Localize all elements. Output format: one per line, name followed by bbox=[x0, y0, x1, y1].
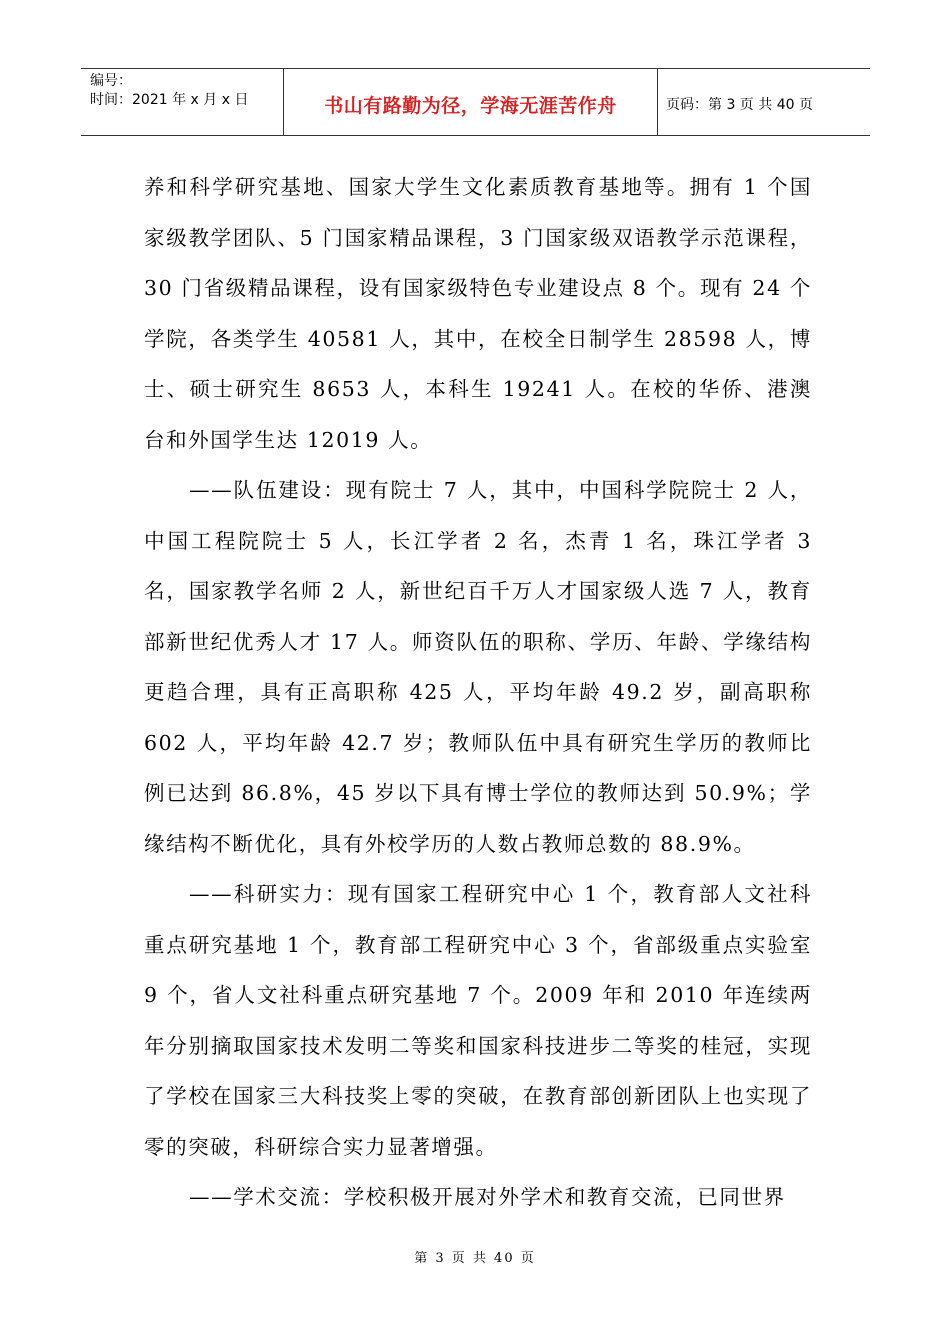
body-paragraph: 养和科学研究基地、国家大学生文化素质教育基地等。拥有 1 个国家级教学团队、5 门国家精品课程，3 门国家级双语教学示范课程，30 门省级精品课程，设有国家级特色专业建设点 8 个。现有 24 个学院，各类学生 40581 人，其中，在校全日制学生 28598 人，博士、硕士研究生 8653 人，本科生 19241 人。在校的华侨、港澳台和外国学生达 12019 人。 bbox=[144, 175, 812, 452]
document-number-label: 编号： bbox=[90, 73, 132, 89]
document-date-label: 时间：2021 年 x 月 x 日 bbox=[90, 92, 249, 108]
body-paragraph: ——队伍建设：现有院士 7 人，其中，中国科学院院士 2 人，中国工程院院士 5 人，长江学者 2 名，杰青 1 名，珠江学者 3 名，国家教学名师 2 人，新世纪百千万人才国家级人选 7 人，教育部新世纪优秀人才 17 人。师资队伍的职称、学历、年龄、学缘结构更趋合理，具有正高职称 425 人，平均年龄 49.2 岁，副高职称 602 人，平均年龄 42.7 岁；教师队伍中具有研究生学历的教师比例已达到 86.8%，45 岁以下具有博士学位的教师达到 50.9%；学缘结构不断优化，具有外校学历的人数占教师总数的 88.9%。 bbox=[144, 478, 812, 856]
body-paragraph: ——科研实力：现有国家工程研究中心 1 个，教育部人文社科重点研究基地 1 个，教育部工程研究中心 3 个，省部级重点实验室 9 个，省人文社科重点研究基地 7 个。2009 年和 2010 年连续两年分别摘取国家技术发明二等奖和国家科技进步二等奖的桂冠，实现了学校在国家三大科技奖上零的突破，在教育部创新团队上也实现了零的突破，科研综合实力显著增强。 bbox=[144, 882, 812, 1159]
body-paragraph: ——学术交流：学校积极开展对外学术和教育交流，已同世界 bbox=[189, 1185, 786, 1209]
document-body bbox=[144, 162, 812, 1223]
page-footer: 第 3 页 共 40 页 bbox=[414, 1251, 536, 1266]
header-meta bbox=[81, 69, 284, 135]
header-page-info: 页码：第 3 页 共 40 页 bbox=[666, 97, 813, 113]
page-header bbox=[81, 68, 870, 136]
header-motto: 书山有路勤为径，学海无涯苦作舟 bbox=[284, 69, 658, 135]
